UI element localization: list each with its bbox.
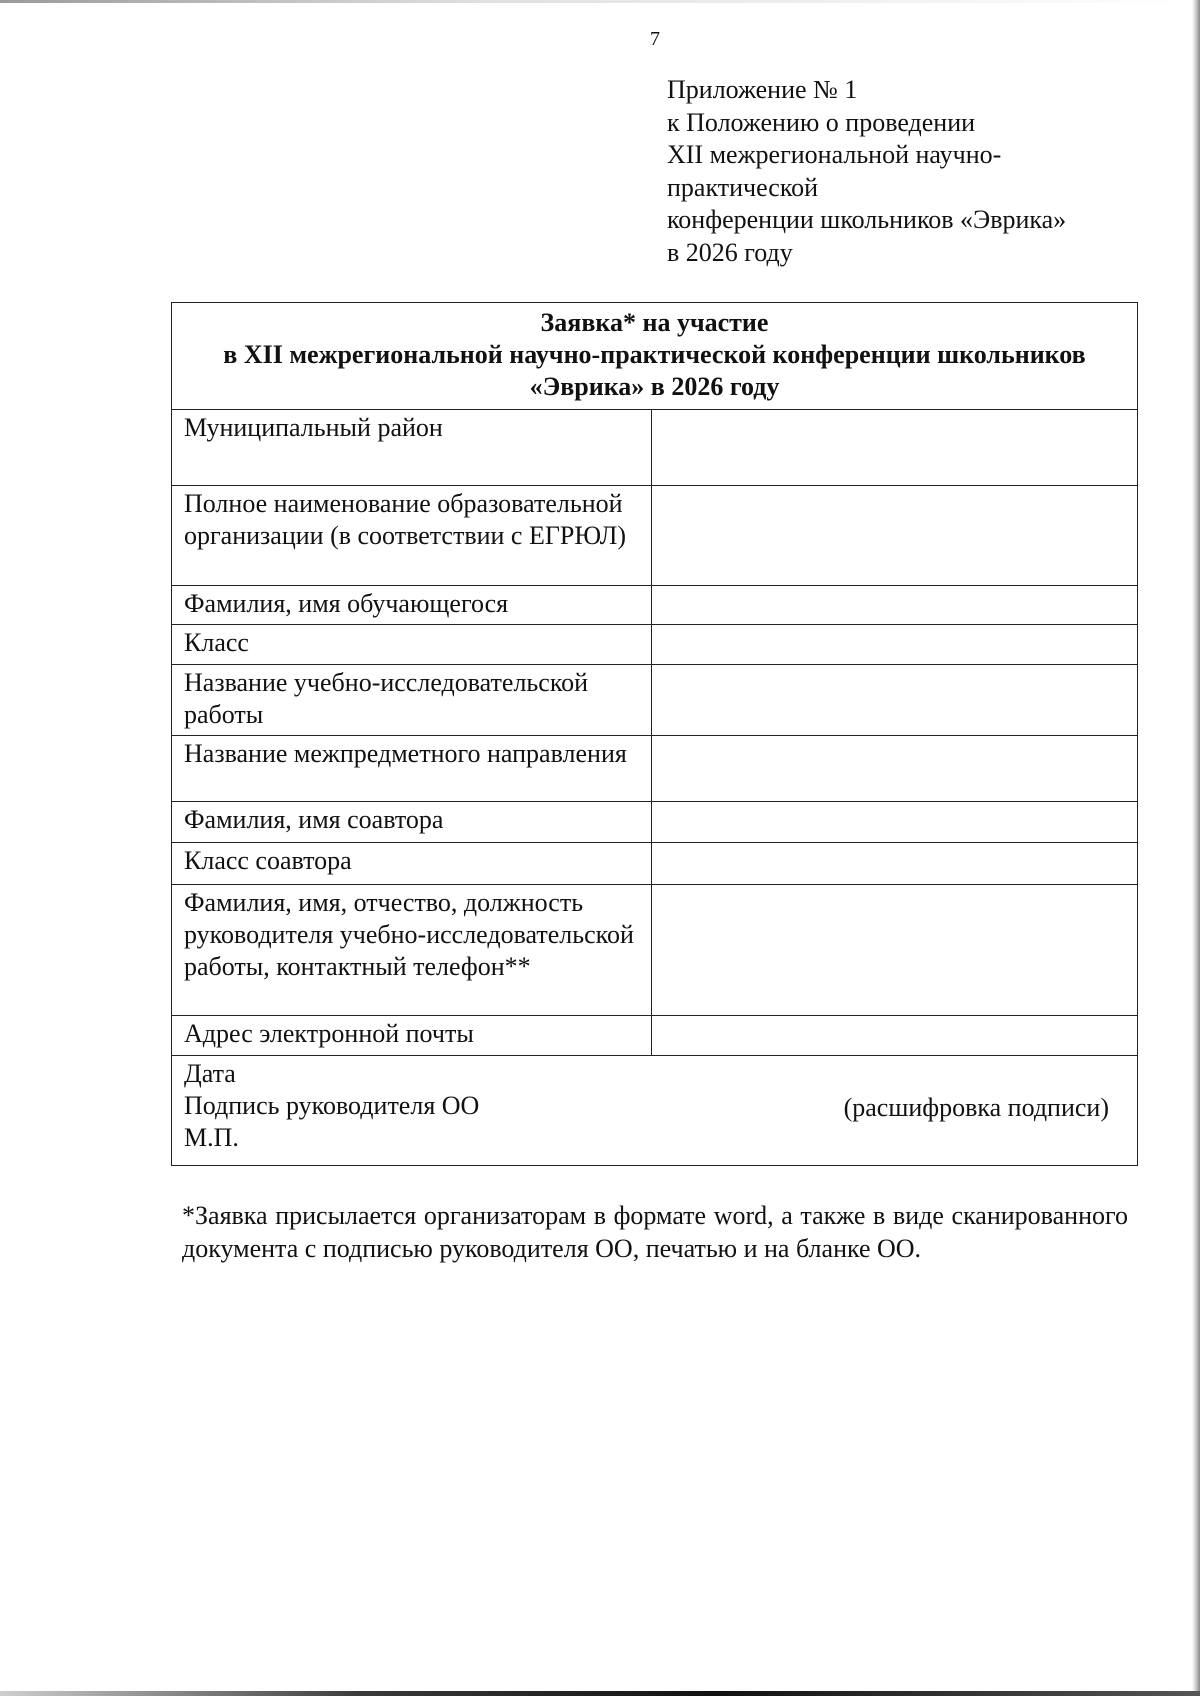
- scan-edge-bottom: [0, 1691, 1200, 1696]
- form-title-line: Заявка* на участие: [540, 308, 769, 337]
- signature-decoding-label: (расшифровка подписи): [843, 1093, 1109, 1122]
- row-value-field[interactable]: [651, 625, 1137, 665]
- appendix-header: [667, 74, 1127, 269]
- row-label: Муниципальный район: [172, 410, 652, 486]
- row-label: Фамилия, имя обучающегося: [172, 586, 652, 625]
- row-label: Класс соавтора: [172, 843, 652, 885]
- row-value-field[interactable]: [651, 885, 1137, 1016]
- page-number: 7: [650, 28, 660, 50]
- appendix-line: Приложение № 1: [667, 75, 858, 104]
- row-label: Название учебно-исследовательской работы: [172, 665, 652, 736]
- form-row-signature: [172, 1056, 1138, 1166]
- row-label: Фамилия, имя, отчество, должность руководителя учебно-исследовательской работы, контактный телефон**: [172, 885, 652, 1016]
- row-value-field[interactable]: [651, 410, 1137, 486]
- stamp-label: М.П.: [184, 1123, 239, 1152]
- form-title-row: [172, 303, 1138, 410]
- form-row-student-name: [172, 586, 1138, 625]
- row-value-field[interactable]: [651, 843, 1137, 885]
- appendix-line: XII межрегиональной научно-: [667, 140, 1002, 169]
- row-label: Полное наименование образовательной организации (в соответствии с ЕГРЮЛ): [172, 486, 652, 586]
- form-row-organization-name: [172, 486, 1138, 586]
- date-label: Дата: [184, 1059, 236, 1088]
- row-label: Название межпредметного направления: [172, 736, 652, 802]
- form-title-line: в XII межрегиональной научно-практической конференции школьников: [223, 340, 1086, 369]
- form-title: [172, 303, 1138, 410]
- form-row-coauthor-class: [172, 843, 1138, 885]
- row-label: Фамилия, имя соавтора: [172, 802, 652, 843]
- appendix-line: к Положению о проведении: [667, 107, 976, 137]
- form-row-interdisciplinary-direction: [172, 736, 1138, 802]
- application-form-table: [171, 302, 1138, 1166]
- row-value-field[interactable]: [651, 802, 1137, 843]
- scan-edge-right: [1192, 0, 1200, 1696]
- row-label: Класс: [172, 625, 652, 665]
- row-label: Адрес электронной почты: [172, 1016, 652, 1056]
- scan-edge-top: [0, 0, 1200, 3]
- appendix-line: конференции школьников «Эврика»: [667, 205, 1067, 234]
- form-title-line: «Эврика» в 2026 году: [529, 372, 780, 401]
- form-row-research-title: [172, 665, 1138, 736]
- footnote: *Заявка присылается организаторам в формате word, а также в виде сканированного документа с подписью руководителя ОО, печатью и на бланке ОО.: [182, 1201, 1128, 1263]
- form-row-municipal-district: [172, 410, 1138, 486]
- form-row-coauthor-name: [172, 802, 1138, 843]
- signature-block: [172, 1056, 1138, 1166]
- row-value-field[interactable]: [651, 665, 1137, 736]
- appendix-line: в 2026 году: [667, 237, 793, 267]
- appendix-line: практической: [667, 172, 819, 202]
- row-value-field[interactable]: [651, 586, 1137, 625]
- row-value-field[interactable]: [651, 1016, 1137, 1056]
- row-value-field[interactable]: [651, 736, 1137, 802]
- signature-label: Подпись руководителя ОО: [184, 1091, 480, 1120]
- row-value-field[interactable]: [651, 486, 1137, 586]
- form-row-class: [172, 625, 1138, 665]
- form-row-email: [172, 1016, 1138, 1056]
- form-row-supervisor-info: [172, 885, 1138, 1016]
